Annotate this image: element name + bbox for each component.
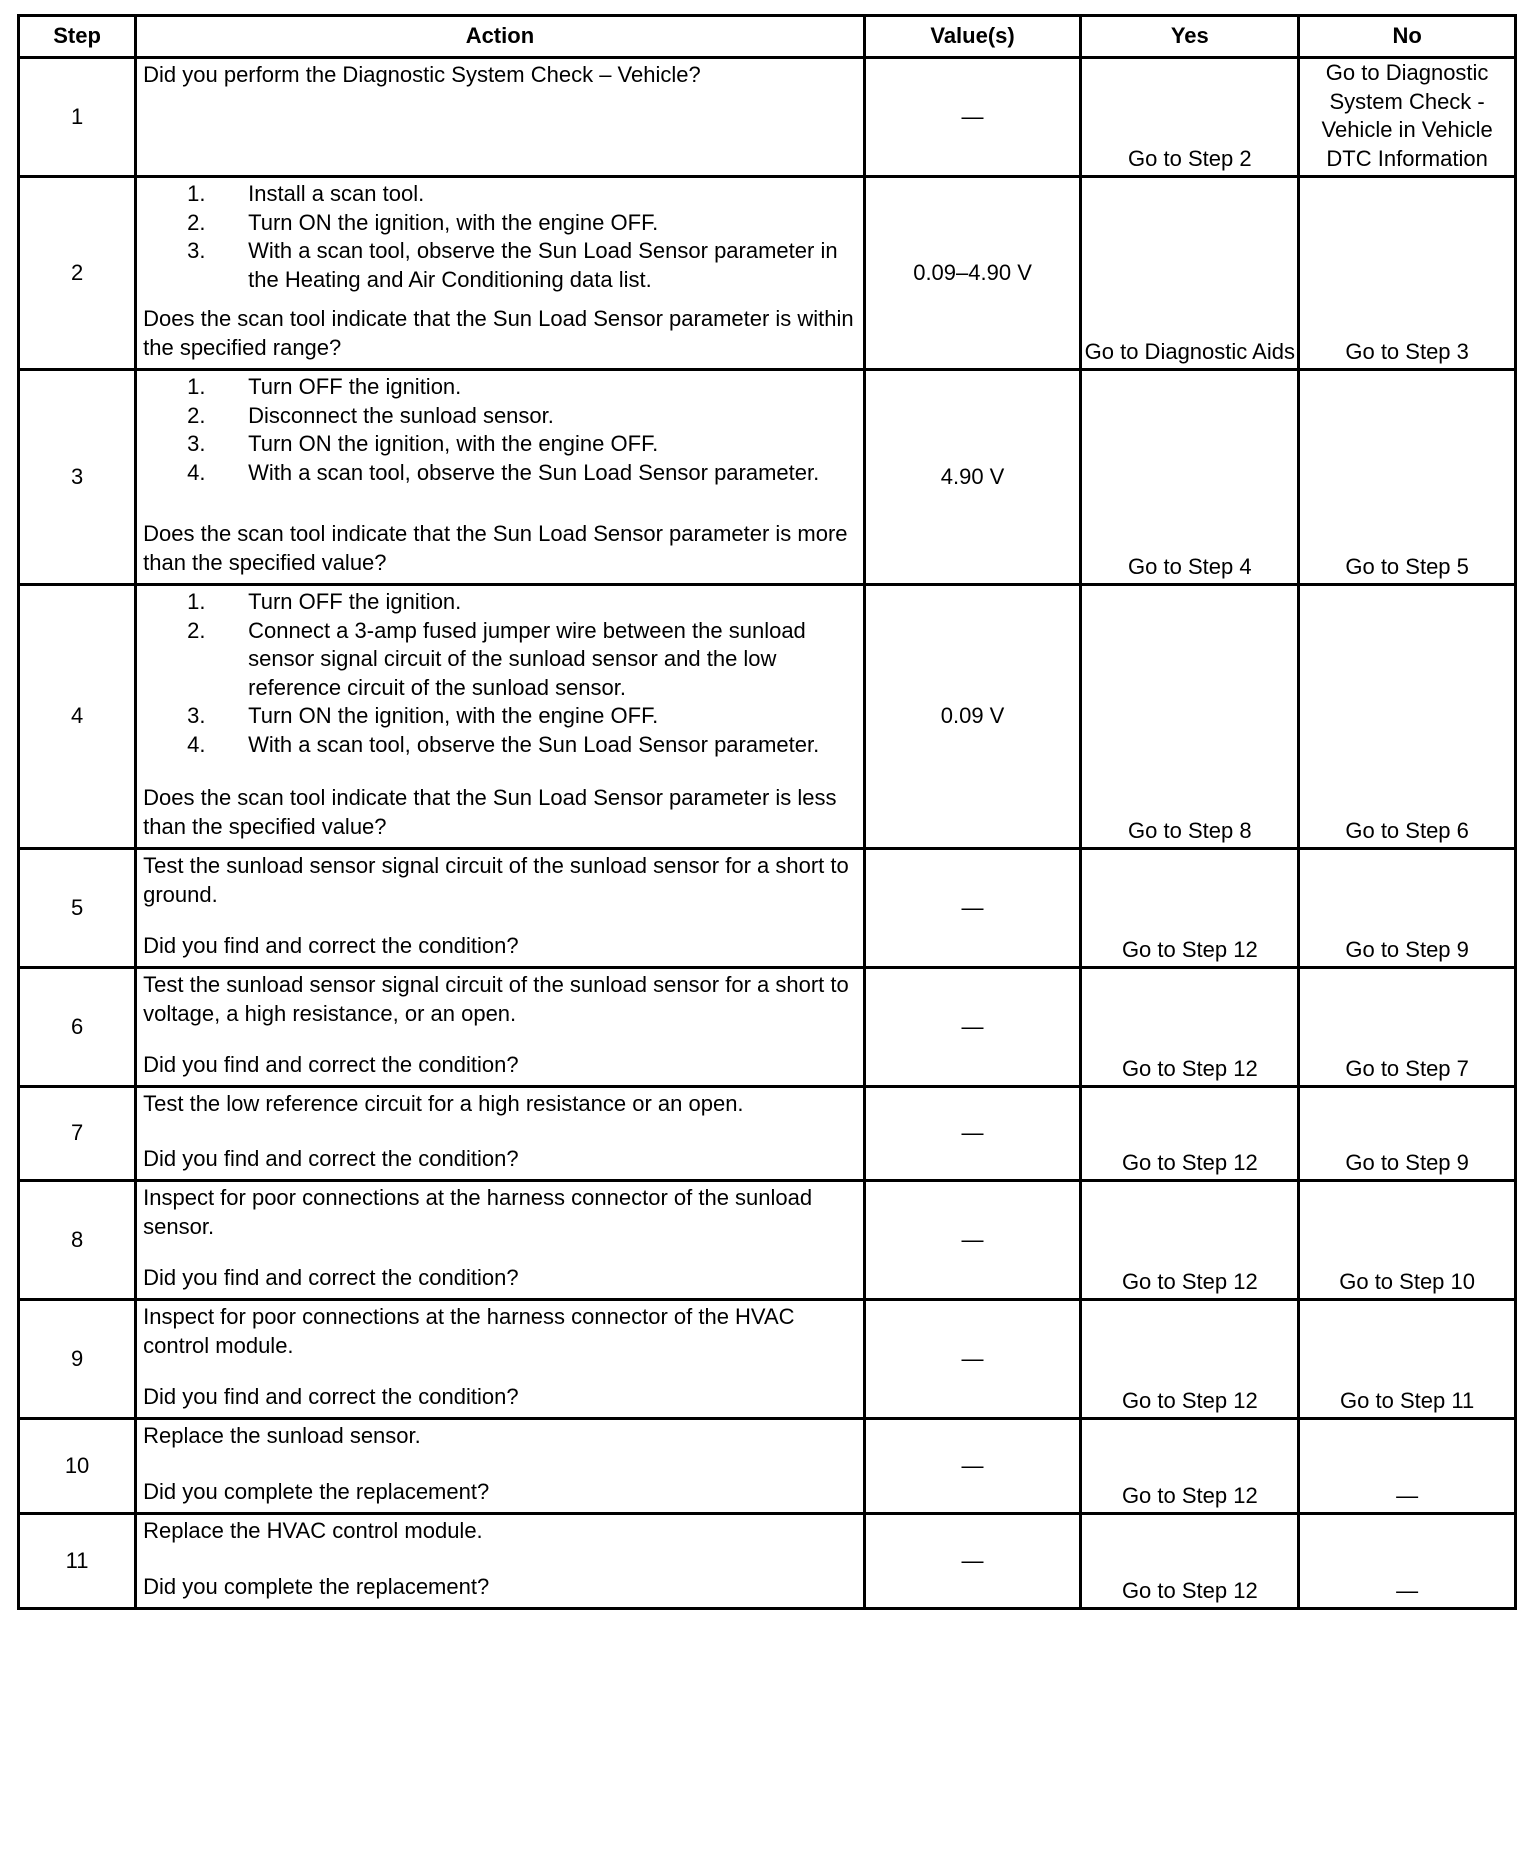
substep-text: Turn OFF the ignition. <box>248 589 462 614</box>
action-text: Inspect for poor connections at the harness connector of the HVAC control module. <box>143 1304 795 1358</box>
action-cell <box>136 1300 865 1419</box>
step-number: 8 <box>19 1181 136 1300</box>
action-cell <box>136 58 865 177</box>
substep-text: Turn ON the ignition, with the engine OFF. <box>248 431 659 456</box>
header-step: Step <box>19 16 136 58</box>
step-number: 1 <box>19 58 136 177</box>
action-text: Test the sunload sensor signal circuit of the sunload sensor for a short to voltage, a high resistance, or an open. <box>143 972 849 1026</box>
action-cell <box>136 849 865 968</box>
substep-text: With a scan tool, observe the Sun Load Sensor parameter in the Heating and Air Conditioning data list. <box>248 238 838 292</box>
yes-cell: Go to Step 8 <box>1081 585 1299 849</box>
substep-number: 1. <box>187 181 206 206</box>
table-row <box>19 1181 1516 1300</box>
substep-text: Connect a 3-amp fused jumper wire between the sunload sensor signal circuit of the sunload sensor and the low reference circuit of the sunload sensor. <box>248 617 806 700</box>
yes-cell: Go to Step 12 <box>1081 1181 1299 1300</box>
substep-text: Turn ON the ignition, with the engine OFF. <box>248 703 659 728</box>
no-cell: Go to Step 9 <box>1299 1087 1516 1181</box>
no-cell: Go to Step 7 <box>1299 968 1516 1087</box>
header-yes: Yes <box>1081 16 1299 58</box>
step-number: 11 <box>19 1514 136 1609</box>
substep-text: Install a scan tool. <box>248 181 425 206</box>
substep-number: 3. <box>187 238 206 263</box>
yes-cell: Go to Diagnostic Aids <box>1081 177 1299 370</box>
table-row <box>19 370 1516 585</box>
step-number: 6 <box>19 968 136 1087</box>
step-number: 4 <box>19 585 136 849</box>
no-cell: Go to Diagnostic System Check - Vehicle in Vehicle DTC Information <box>1299 58 1516 177</box>
action-cell <box>136 1419 865 1514</box>
substep-number: 4. <box>187 459 206 485</box>
table-row <box>19 1419 1516 1514</box>
header-action: Action <box>136 16 865 58</box>
action-question: Did you find and correct the condition? <box>143 932 519 958</box>
substep-item <box>143 373 857 402</box>
substep-text: With a scan tool, observe the Sun Load Sensor parameter. <box>248 731 820 757</box>
action-cell <box>136 1181 865 1300</box>
action-text: Did you perform the Diagnostic System Check – Vehicle? <box>143 62 701 87</box>
table-row <box>19 1087 1516 1181</box>
action-cell <box>136 370 865 585</box>
action-question: Did you find and correct the condition? <box>143 1383 519 1409</box>
step-number: 2 <box>19 177 136 370</box>
value-cell: — <box>864 1087 1081 1181</box>
value-cell: 0.09 V <box>864 585 1081 849</box>
action-question: Did you find and correct the condition? <box>143 1264 519 1290</box>
action-question: Did you complete the replacement? <box>143 1573 490 1599</box>
action-cell <box>136 968 865 1087</box>
substep-text: Turn OFF the ignition. <box>248 374 462 399</box>
action-text: Test the sunload sensor signal circuit of the sunload sensor for a short to ground. <box>143 853 849 907</box>
action-text: Inspect for poor connections at the harness connector of the sunload sensor. <box>143 1185 813 1239</box>
table-row <box>19 177 1516 370</box>
yes-cell: Go to Step 12 <box>1081 1087 1299 1181</box>
action-cell <box>136 1514 865 1609</box>
substep-item <box>143 402 857 431</box>
action-text: Replace the sunload sensor. <box>143 1423 421 1448</box>
table-row <box>19 1514 1516 1609</box>
substep-list <box>143 180 857 294</box>
step-number: 10 <box>19 1419 136 1514</box>
substep-list <box>143 373 857 487</box>
substep-number: 2. <box>187 617 206 643</box>
action-question: Did you find and correct the condition? <box>143 1145 519 1171</box>
substep-item <box>143 459 857 488</box>
table-row <box>19 585 1516 849</box>
table-row <box>19 58 1516 177</box>
action-text: Replace the HVAC control module. <box>143 1518 483 1543</box>
action-question: Did you find and correct the condition? <box>143 1051 519 1077</box>
substep-number: 3. <box>187 431 206 456</box>
substep-item <box>143 430 857 459</box>
substep-list <box>143 588 857 759</box>
substep-text: With a scan tool, observe the Sun Load Sensor parameter. <box>248 459 820 485</box>
substep-item <box>143 702 857 731</box>
substep-number: 4. <box>187 731 206 757</box>
table-row <box>19 1300 1516 1419</box>
action-question: Does the scan tool indicate that the Sun Load Sensor parameter is less than the specified value? <box>143 785 837 839</box>
substep-item <box>143 731 857 760</box>
yes-cell: Go to Step 12 <box>1081 968 1299 1087</box>
table-row <box>19 968 1516 1087</box>
yes-cell: Go to Step 12 <box>1081 1514 1299 1609</box>
no-cell: Go to Step 5 <box>1299 370 1516 585</box>
value-cell: — <box>864 849 1081 968</box>
yes-cell: Go to Step 12 <box>1081 1300 1299 1419</box>
value-cell: — <box>864 968 1081 1087</box>
action-question: Does the scan tool indicate that the Sun Load Sensor parameter is within the specified range? <box>143 306 854 360</box>
no-cell: Go to Step 10 <box>1299 1181 1516 1300</box>
no-cell: — <box>1299 1514 1516 1609</box>
substep-number: 2. <box>187 209 206 235</box>
substep-item <box>143 209 857 238</box>
step-number: 9 <box>19 1300 136 1419</box>
substep-item <box>143 180 857 209</box>
substep-item <box>143 588 857 617</box>
no-cell: Go to Step 9 <box>1299 849 1516 968</box>
value-cell: — <box>864 1300 1081 1419</box>
yes-cell: Go to Step 4 <box>1081 370 1299 585</box>
substep-item <box>143 237 857 294</box>
step-number: 3 <box>19 370 136 585</box>
step-number: 5 <box>19 849 136 968</box>
header-no: No <box>1299 16 1516 58</box>
action-cell <box>136 585 865 849</box>
substep-text: Disconnect the sunload sensor. <box>248 402 554 428</box>
yes-cell: Go to Step 12 <box>1081 849 1299 968</box>
header-values: Value(s) <box>864 16 1081 58</box>
substep-item <box>143 617 857 703</box>
action-question: Does the scan tool indicate that the Sun Load Sensor parameter is more than the specified value? <box>143 521 848 575</box>
value-cell: 0.09–4.90 V <box>864 177 1081 370</box>
value-cell: — <box>864 1514 1081 1609</box>
no-cell: Go to Step 3 <box>1299 177 1516 370</box>
value-cell: — <box>864 58 1081 177</box>
action-question: Did you complete the replacement? <box>143 1478 490 1504</box>
substep-number: 1. <box>187 589 206 614</box>
no-cell: Go to Step 11 <box>1299 1300 1516 1419</box>
diagnostic-table <box>17 14 1517 1610</box>
no-cell: — <box>1299 1419 1516 1514</box>
yes-cell: Go to Step 12 <box>1081 1419 1299 1514</box>
action-text: Test the low reference circuit for a high resistance or an open. <box>143 1091 744 1116</box>
substep-number: 3. <box>187 703 206 728</box>
substep-number: 1. <box>187 374 206 399</box>
step-number: 7 <box>19 1087 136 1181</box>
substep-text: Turn ON the ignition, with the engine OFF. <box>248 209 659 235</box>
yes-cell: Go to Step 2 <box>1081 58 1299 177</box>
substep-number: 2. <box>187 402 206 428</box>
table-row <box>19 849 1516 968</box>
action-cell <box>136 177 865 370</box>
action-cell <box>136 1087 865 1181</box>
header-row <box>19 16 1516 58</box>
no-cell: Go to Step 6 <box>1299 585 1516 849</box>
value-cell: — <box>864 1181 1081 1300</box>
value-cell: — <box>864 1419 1081 1514</box>
value-cell: 4.90 V <box>864 370 1081 585</box>
